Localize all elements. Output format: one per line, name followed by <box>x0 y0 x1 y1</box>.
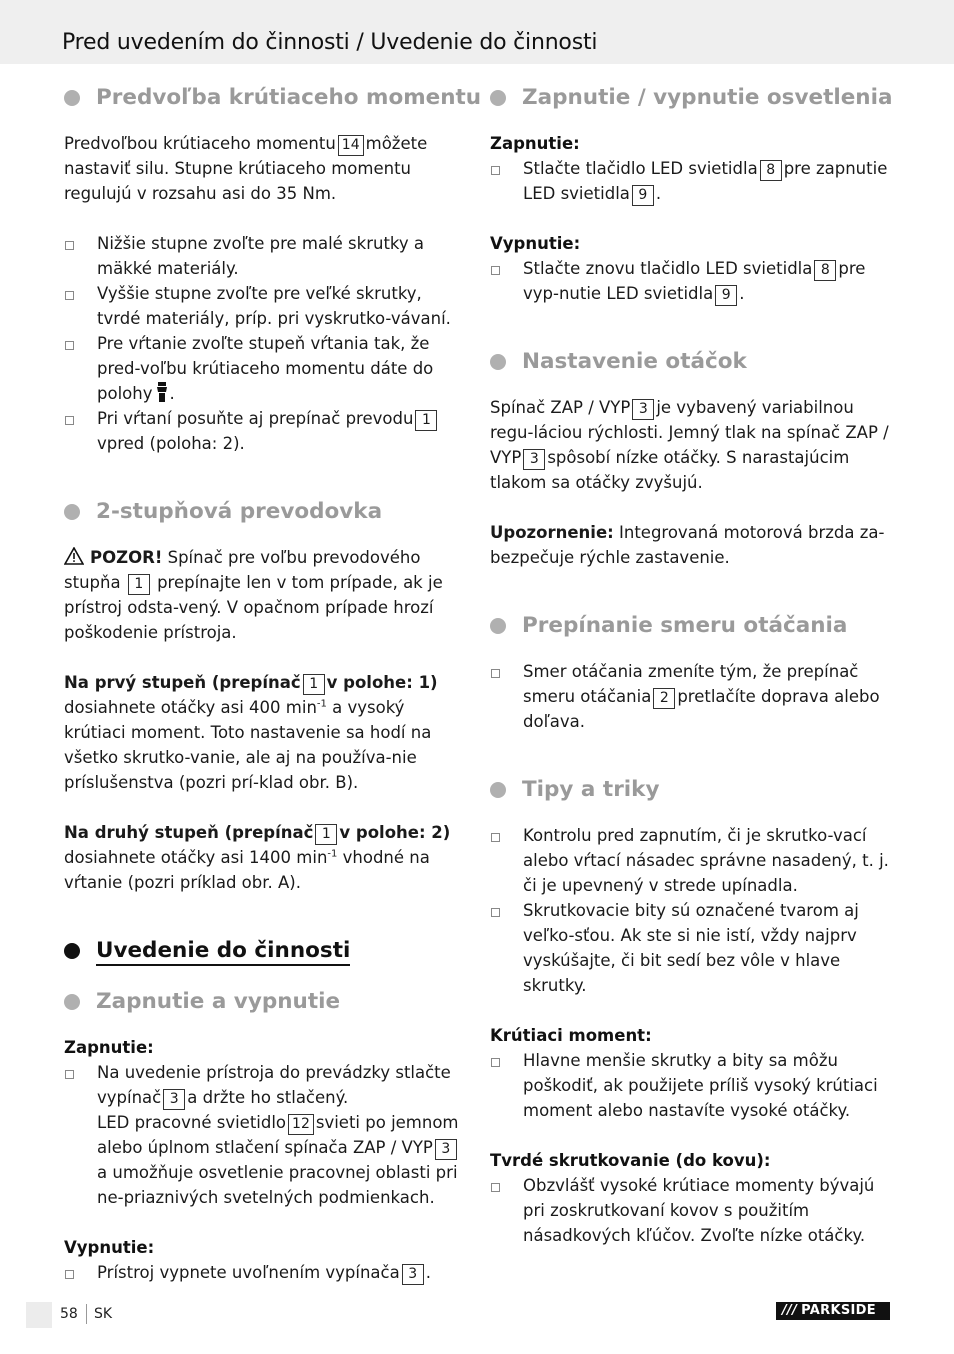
direction-list <box>490 659 892 734</box>
list-item: Hlavne menšie skrutky a bity sa môžu poškodiť, ak použijete príliš vysoký krútiaci moment alebo nastavíte vysoké otáčky. <box>490 1048 892 1123</box>
list-item: Skrutkovacie bity sú označené tvarom aj veľko-sťou. Ak ste si nie istí, vždy najprv vyskúšajte, či bit sedí bez vôle v hlave skrutky. <box>490 898 892 998</box>
list-item: Pri vŕtaní posuňte aj prepínač prevodu 1vpred (poloha: 2). <box>64 406 464 456</box>
bullet-dot-icon <box>490 354 506 370</box>
list-item: Pre vŕtanie zvoľte stupeň vŕtania tak, že pred-voľbu krútiaceho momentu dáte do polohy . <box>64 331 464 406</box>
bullet-dot-icon <box>490 90 506 106</box>
square-bullet-icon <box>65 416 74 425</box>
square-bullet-icon <box>65 341 74 350</box>
gear-second: Na druhý stupeň (prepínač 1 v polohe: 2) dosiahnete otáčky asi 1400 $\min^{-1}$ vhodné na vŕtanie (pozri príklad obr. A). <box>64 823 451 892</box>
light-on-list <box>490 156 892 206</box>
onoff-off-list <box>64 1260 464 1285</box>
light-off-list <box>490 256 892 306</box>
subheading-on: Zapnutie: <box>64 1038 154 1057</box>
torque-intro: Predvoľbou krútiaceho momentu 14 môžete nastaviť silu. Stupne krútiaceho momentu regulujú v rozsahu asi do 35 Nm. <box>64 134 428 203</box>
ref-number: 8 <box>814 260 836 281</box>
square-bullet-icon <box>491 166 500 175</box>
square-bullet-icon <box>491 1058 500 1067</box>
square-bullet-icon <box>491 1183 500 1192</box>
square-bullet-icon <box>491 669 500 678</box>
gear-first: Na prvý stupeň (prepínač 1 v polohe: 1) dosiahnete otáčky asi 400 $\min^{-1} a$ vysoký krútiaci moment. Toto nastavenie sa hodí na všetko skrutko-vanie, ale aj na používa-nie príslušenstva (pozri prí-klad obr. B). <box>64 673 438 792</box>
speed-paragraph: Spínač ZAP / VYP 3 je vybavený variabilnou regu-láciou rýchlosti. Jemný tlak na spínač ZAP / VYP 3 spôsobí nízke otáčky. S narastajúcim tlakom sa otáčky zvyšujú. <box>490 398 889 492</box>
page-title: Pred uvedením do činnosti / Uvedenie do činnosti <box>62 30 598 55</box>
brand-logo: /// PARKSIDE <box>776 1302 890 1320</box>
ref-number: 3 <box>435 1139 457 1160</box>
warning-triangle-icon <box>64 547 84 565</box>
right-column <box>490 80 892 1248</box>
subheading-hard-screwing: Tvrdé skrutkovanie (do kovu): <box>490 1151 771 1170</box>
section-heading-tips: Tipy a triky <box>490 772 892 808</box>
ref-number: 3 <box>402 1264 424 1285</box>
page-header <box>0 0 954 64</box>
section-heading-light: Zapnutie / vypnutie osvetlenia <box>490 80 892 116</box>
section-heading-gear: 2-stupňová prevodovka <box>64 494 464 530</box>
footer-marker <box>26 1302 52 1328</box>
ref-number: 8 <box>760 160 782 181</box>
ref-number: 3 <box>632 399 654 420</box>
onoff-on-list <box>64 1060 464 1210</box>
ref-number: 9 <box>632 185 654 206</box>
ref-number: 12 <box>288 1114 314 1135</box>
left-column <box>64 80 482 1285</box>
square-bullet-icon <box>65 1070 74 1079</box>
tips-list <box>490 823 892 998</box>
subheading-on: Zapnutie: <box>490 134 580 153</box>
bullet-dot-icon <box>64 504 80 520</box>
torque-list <box>64 231 464 456</box>
subheading-off: Vypnutie: <box>64 1238 155 1257</box>
list-item: Stlačte znovu tlačidlo LED svietidla 8 pre vyp-nutie LED svietidla 9 . <box>490 256 892 306</box>
section-heading-direction: Prepínanie smeru otáčania <box>490 608 892 644</box>
square-bullet-icon <box>65 1270 74 1279</box>
list-item: Prístroj vypnete uvoľnením vypínača 3 . <box>64 1260 464 1285</box>
ref-number: 1 <box>128 574 150 595</box>
subheading-off: Vypnutie: <box>490 234 581 253</box>
square-bullet-icon <box>65 241 74 250</box>
footer-divider <box>86 1304 87 1324</box>
bullet-dot-icon <box>64 943 80 959</box>
ref-number: 1 <box>315 824 337 845</box>
chapter-heading-commissioning: Uvedenie do činnosti <box>64 933 464 969</box>
list-item: Smer otáčania zmeníte tým, že prepínač smeru otáčania 2 pretlačíte doprava alebo doľava. <box>490 659 892 734</box>
ref-number: 9 <box>715 285 737 306</box>
tips-hard-list <box>490 1173 892 1248</box>
square-bullet-icon <box>491 266 500 275</box>
speed-note: Upozornenie: Integrovaná motorová brzda za-bezpečuje rýchle zastavenie. <box>490 523 885 567</box>
list-item: Nižšie stupne zvoľte pre malé skrutky a mäkké materiály. <box>64 231 464 281</box>
list-item: Kontrolu pred zapnutím, či je skrutko-vací alebo vŕtací násadec správne nasadený, t. j. či je upevnený v strede upínadla. <box>490 823 892 898</box>
section-heading-torque: Predvoľba krútiaceho momentu <box>64 80 464 116</box>
bullet-dot-icon <box>490 782 506 798</box>
ref-number: 1 <box>415 410 437 431</box>
section-heading-onoff: Zapnutie a vypnutie <box>64 984 464 1020</box>
list-item: Stlačte tlačidlo LED svietidla 8 pre zapnutie LED svietidla 9 . <box>490 156 892 206</box>
square-bullet-icon <box>491 908 500 917</box>
square-bullet-icon <box>65 291 74 300</box>
ref-number: 3 <box>523 449 545 470</box>
subheading-torque: Krútiaci moment: <box>490 1026 652 1045</box>
page-number: 58 <box>60 1306 78 1322</box>
bullet-dot-icon <box>64 90 80 106</box>
ref-number: 14 <box>338 135 364 156</box>
ref-number: 2 <box>653 688 675 709</box>
square-bullet-icon <box>491 833 500 842</box>
bullet-dot-icon <box>64 994 80 1010</box>
list-item: Na uvedenie prístroja do prevádzky stlačte vypínač 3 a držte ho stlačený. LED pracovné svietidlo 12 svieti po jemnom alebo úplnom stlačení spínača ZAP / VYP 3a umožňuje osvetlenie pracovnej oblasti pri ne-priaznivých svetelných podmienkach. <box>64 1060 464 1210</box>
list-item: Vyššie stupne zvoľte pre veľké skrutky, tvrdé materiály, príp. pri vyskrutko-vávaní. <box>64 281 464 331</box>
tips-torque-list <box>490 1048 892 1123</box>
gear-warning: POZOR! Spínač pre voľbu prevodového stupňa 1 prepínajte len v tom prípade, ak je prístroj odsta-vený. V opačnom prípade hrozí poškodenie prístroja. <box>64 548 443 642</box>
language-code: SK <box>94 1306 113 1322</box>
ref-number: 3 <box>163 1089 185 1110</box>
list-item: Obzvlášť vysoké krútiace momenty bývajú pri zoskrutkovaní kovov s použitím násadkových kľúčov. Zvoľte nízke otáčky. <box>490 1173 892 1248</box>
ref-number: 1 <box>303 674 325 695</box>
bullet-dot-icon <box>490 618 506 634</box>
drill-mode-icon <box>155 382 169 402</box>
logo-stripes-icon: /// <box>782 1303 798 1318</box>
section-heading-speed: Nastavenie otáčok <box>490 344 892 380</box>
